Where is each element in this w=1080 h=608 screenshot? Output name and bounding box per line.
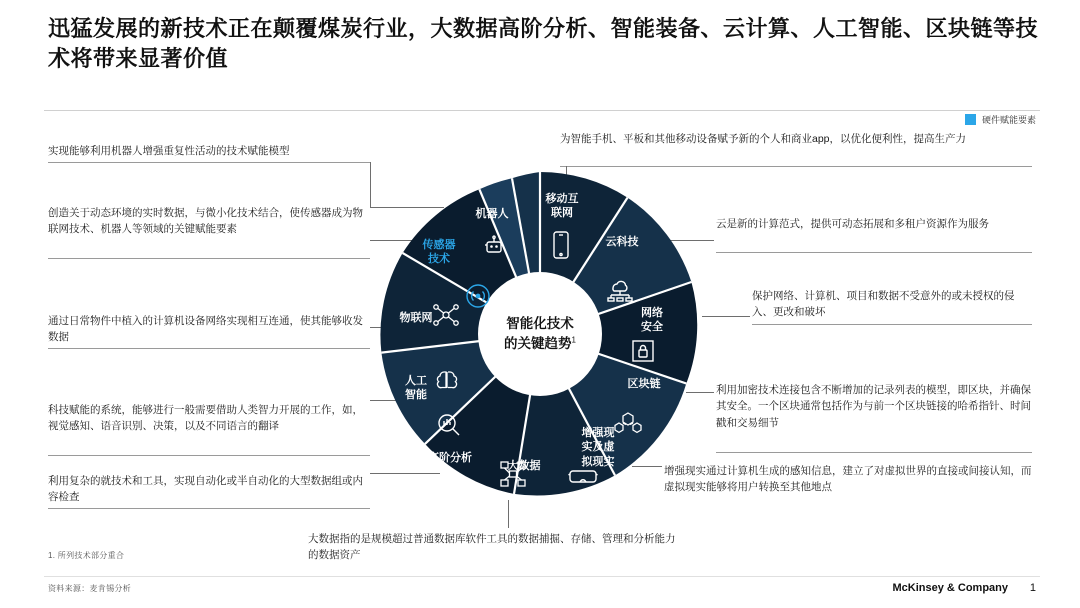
- technology-wheel: [378, 172, 702, 496]
- annotation-ai: 科技赋能的系统，能够进行一般需要借助人类智力开展的工作，如，视觉感知、语音识别、决策，以及不同语言的翻译: [48, 404, 363, 433]
- page-number: 1: [1029, 582, 1036, 594]
- hub-text: [504, 314, 576, 353]
- segment-label-security[interactable]: 网络 安全: [641, 307, 663, 334]
- leader-security: [702, 316, 750, 317]
- hub-line1: 智能化技术: [506, 316, 574, 332]
- legend-color-swatch: [965, 114, 976, 125]
- wheel-hub: [481, 275, 599, 393]
- annotation-sensor-rule: [48, 258, 370, 259]
- segment-label-bigdata[interactable]: 大数据: [507, 460, 541, 472]
- legend: [965, 113, 1036, 126]
- page-title: 迅猛发展的新技术正在颠覆煤炭行业，大数据高阶分析、智能装备、云计算、人工智能、区块链等技术将带来显著价值: [48, 16, 1039, 72]
- annotation-cloud-rule: [716, 252, 1032, 253]
- footnote-1: 1. 所列技术部分重合: [48, 551, 125, 560]
- segment-label-arvr[interactable]: 增强现 实及虚 拟现实: [581, 427, 615, 468]
- segment-label-cloud[interactable]: 云科技: [605, 236, 639, 248]
- leader-bigdata: [508, 500, 509, 528]
- segment-label-analytics[interactable]: 高阶分析: [428, 452, 472, 464]
- annotation-security-rule: [752, 324, 1032, 325]
- annotation-mobile-rule: [560, 166, 1032, 167]
- hub-footnote-marker: 1: [571, 335, 576, 345]
- leader-robotics-v: [370, 162, 371, 208]
- annotation-bigdata: 大数据指的是规模超过普通数据库软件工具的数据捕掘、存储、管理和分析能力的数据资产: [308, 533, 676, 562]
- annotation-analytics: 利用复杂的就技术和工具，实现自动化或半自动化的大型数据组或内容检查: [48, 475, 363, 504]
- brand-logo: McKinsey & Company: [892, 582, 1008, 594]
- segment-label-ai[interactable]: 人工 智能: [405, 375, 427, 402]
- annotation-iot: 通过日常物件中植入的计算机设备网络实现相互连通，使其能够收发数据: [48, 315, 363, 344]
- source-note: 资料来源：麦肯锡分析: [48, 584, 131, 593]
- title-divider: [44, 110, 1040, 111]
- annotation-robotics-rule: [48, 162, 370, 163]
- segment-label-iot[interactable]: 物联网: [399, 312, 433, 324]
- segment-label-mobile[interactable]: 移动互 联网: [545, 193, 579, 220]
- annotation-blockchain-rule: [716, 452, 1032, 453]
- annotation-ai-rule: [48, 455, 370, 456]
- annotation-analytics-rule: [48, 508, 370, 509]
- annotation-mobile: 为智能手机、平板和其他移动设备赋予新的个人和商业app，以优化便利性，提高生产力: [560, 133, 967, 145]
- annotation-sensor: 创造关于动态环境的实时数据，与微小化技术结合，使传感器成为物联网技术、机器人等领域的关键赋能要素: [48, 207, 363, 236]
- segment-label-blockchain[interactable]: 区块链: [627, 378, 661, 390]
- hub-line2: 的关键趋势: [504, 336, 572, 351]
- annotation-robotics: 实现能够利用机器人增强重复性活动的技术赋能模型: [48, 145, 290, 157]
- annotation-security: 保护网络、计算机、项目和数据不受意外的或未授权的侵入、更改和破坏: [752, 290, 1015, 319]
- annotation-iot-rule: [48, 348, 370, 349]
- segment-label-robotics[interactable]: 机器人: [475, 208, 509, 220]
- annotation-arvr: 增强现实通过计算机生成的感知信息，建立了对虚拟世界的直接或间接认知，而虚拟现实能够将用户转换至其他地点: [664, 465, 1032, 494]
- segment-label-sensor[interactable]: 传感器 技术: [422, 239, 456, 266]
- legend-label: 硬件赋能要素: [981, 115, 1036, 125]
- footer-divider: [44, 576, 1040, 577]
- annotation-blockchain: 利用加密技术连接包含不断增加的记录列表的模型，即区块，并确保其安全。一个区块通常包括作为与前一个区块链接的哈希指针、时间戳和交易细节: [716, 384, 1031, 429]
- annotation-cloud: 云是新的计算范式，提供可动态拓展和多租户资源作为服务: [716, 218, 989, 230]
